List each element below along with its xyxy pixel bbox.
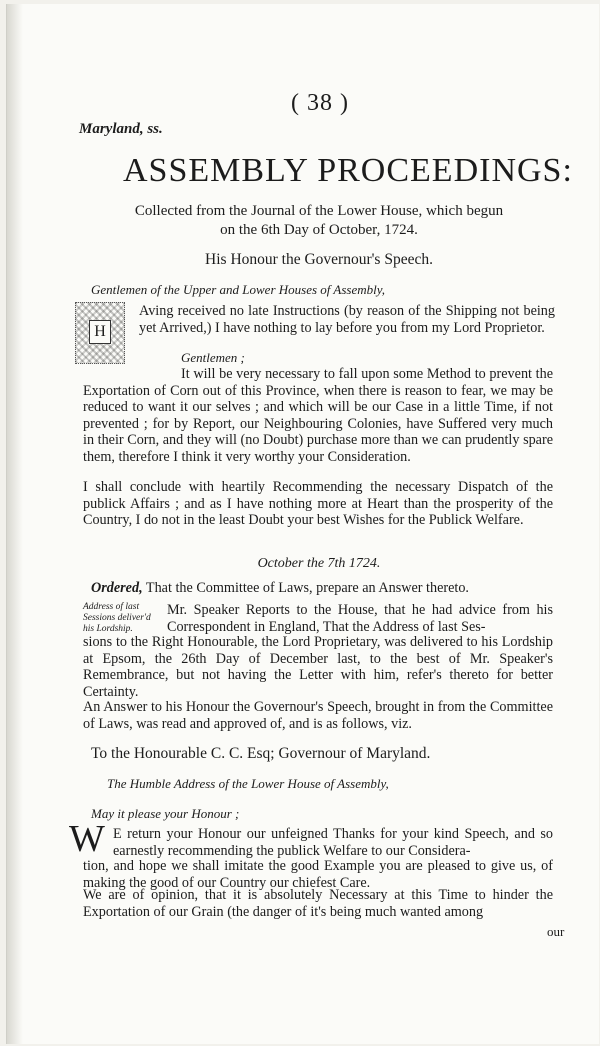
address-paragraph-1a: E return your Honour our unfeigned Thanks for your kind Speech, and so earnestly recommending the publick Welfare to our Considera- <box>113 826 553 859</box>
page-gutter-shadow <box>7 4 23 1044</box>
place-heading: Maryland, ss. <box>79 121 163 137</box>
answer-paragraph: An Answer to his Honour the Governour's Speech, brought in from the Committee of Laws, was read and approved of, and is as follows, viz. <box>83 699 553 732</box>
salutation-gentlemen: Gentlemen ; <box>181 350 245 365</box>
address-paragraph-2: We are of opinion, that it is absolutely Necessary at this Time to hinder the Exportation of our Grain (the danger of it's being much wanted among <box>83 887 553 920</box>
salutation-both-houses: Gentlemen of the Upper and Lower Houses of Assembly, <box>91 282 386 297</box>
humble-address-heading: The Humble Address of the Lower House of Assembly, <box>107 776 389 791</box>
page-number: ( 38 ) <box>291 90 349 116</box>
entry-date: October the 7th 1724. <box>257 556 381 571</box>
address-paragraph-1b: tion, and hope we shall imitate the good Example you are pleased to give us, of making the good of our Country our chiefest Care. <box>83 858 553 891</box>
catchword: our <box>547 924 565 939</box>
document-page <box>6 4 599 1044</box>
ordered-text: That the Committee of Laws, prepare an Answer thereto. <box>142 580 469 596</box>
address-heading: To the Honourable C. C. Esq; Governour of Maryland. <box>91 745 431 762</box>
speaker-report-part-2: sions to the Right Honourable, the Lord Proprietary, was delivered to his Lordship at Epsom, the 26th Day of December last, to the best of Mr. Speaker's Remembrance, but not having the Letter with him, refer's thereto for better Certainty. <box>83 634 553 700</box>
margin-note: Address of last Sessions deliver'd his Lordship. <box>83 602 151 634</box>
ordered-line <box>91 580 553 597</box>
subtitle <box>63 202 575 240</box>
subtitle-line-1: Collected from the Journal of the Lower House, which begun <box>134 203 504 219</box>
dropcap-w: W <box>69 818 105 860</box>
ordered-label: Ordered, <box>91 580 143 596</box>
speech-paragraph-3: I shall conclude with heartily Recommending the necessary Dispatch of the publick Affairs ; and as I have nothing more at Heart than the prosperity of the Country, I do not in the least Doubt your best Wishes for the Publick Welfare. <box>83 479 553 528</box>
subtitle-line-2: on the 6th Day of October, 1724. <box>220 222 418 238</box>
ornamental-dropcap-h <box>75 302 125 364</box>
may-it-please: May it please your Honour ; <box>91 806 240 821</box>
speech-paragraph-1: Aving received no late Instructions (by reason of the Shipping not being yet Arrived,) I have nothing to lay before you from my Lord Proprietor. <box>139 303 555 336</box>
page-title: ASSEMBLY PROCEEDINGS: <box>123 152 573 189</box>
dropcap-letter: H <box>89 320 111 344</box>
speaker-report-part-1: Mr. Speaker Reports to the House, that he had advice from his Correspondent in England, That the Address of last Ses- <box>167 602 553 635</box>
speech-paragraph-2: It will be very necessary to fall upon some Method to prevent the Exportation of Corn out of this Province, when there is reason to fear, we may be reduced to want it our selves ; and which will be our Case in a little Time, if not prevented ; for by Report, our Neighbouring Colonies, have Suffered very much in their Corn, and they will (no Doubt) purchase more than we can prudently spare them, therefore I think it very worthy your Consideration. <box>83 366 553 465</box>
speech-heading: His Honour the Governour's Speech. <box>205 251 433 268</box>
